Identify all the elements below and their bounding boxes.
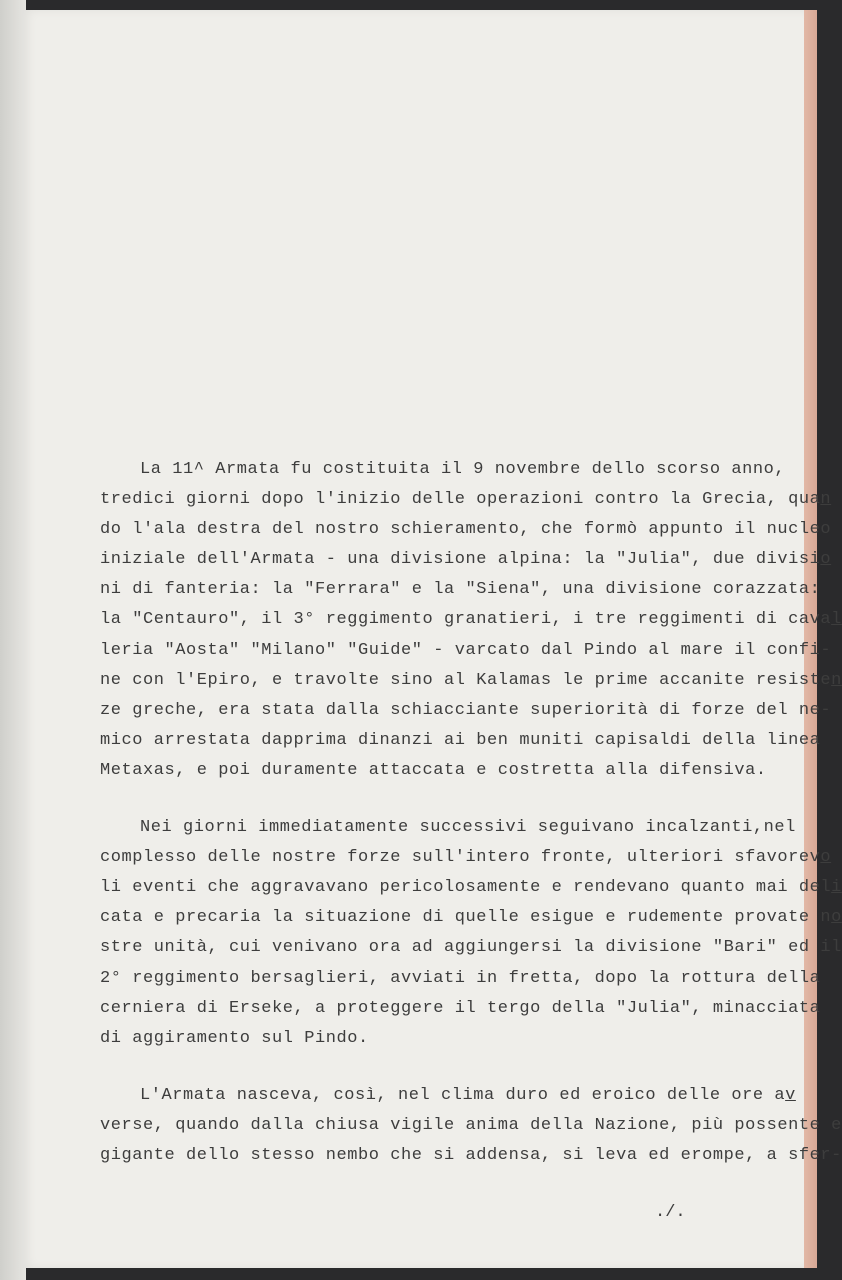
line-text: 2° reggimento bersaglieri, avviati in fretta, dopo la rottura della	[100, 968, 821, 988]
hyphenation-underlined-letter: l	[831, 610, 842, 630]
hyphenation-underlined-letter: n	[820, 490, 832, 510]
text-line	[100, 813, 842, 843]
text-line	[100, 843, 842, 873]
text-line	[100, 1141, 842, 1171]
typed-text-body	[100, 455, 842, 1198]
text-line	[100, 545, 842, 575]
text-line	[100, 726, 842, 756]
line-text: cata e precaria la situazione di quelle esigue e rudemente provate n	[100, 908, 832, 928]
hyphenation-underlined-letter: o	[820, 848, 832, 868]
text-line	[100, 903, 842, 933]
line-text: leria "Aosta" "Milano" "Guide" - varcato dal Pindo al mare il confi-	[100, 640, 832, 660]
line-text: gigante dello stesso nembo che si addensa, si leva ed erompe, a sfer-	[100, 1145, 842, 1165]
line-text: ni di fanteria: la "Ferrara" e la "Siena", una divisione corazzata:	[100, 580, 821, 600]
text-line	[100, 1081, 842, 1111]
paragraph	[100, 813, 842, 1054]
text-line	[100, 873, 842, 903]
line-text: Metaxas, e poi duramente attaccata e costretta alla difensiva.	[100, 760, 767, 780]
line-text: li eventi che aggravavano pericolosamente e rendevano quanto mai del	[100, 878, 832, 898]
line-text: mico arrestata dapprima dinanzi ai ben muniti capisaldi della linea	[100, 730, 821, 750]
hyphenation-underlined-letter: n	[831, 670, 842, 690]
line-text: do l'ala destra del nostro schieramento, che formò appunto il nucleo	[100, 520, 832, 540]
text-line	[100, 455, 842, 485]
text-line	[100, 485, 842, 515]
line-text: La 11^ Armata fu costituita il 9 novembre dello scorso anno,	[140, 460, 786, 479]
text-line	[100, 515, 842, 545]
hyphenation-underlined-letter: i	[831, 878, 842, 898]
text-line	[100, 964, 842, 994]
hyphenation-underlined-letter: o	[831, 908, 842, 928]
line-text: verse, quando dalla chiusa vigile anima della Nazione, più possente e	[100, 1115, 842, 1135]
text-line	[100, 575, 842, 605]
line-text: stre unità, cui venivano ora ad aggiungersi la divisione "Bari" ed il	[100, 938, 842, 958]
paragraph	[100, 455, 842, 786]
text-line	[100, 994, 842, 1024]
hyphenation-underlined-letter: o	[820, 550, 832, 570]
line-text: cerniera di Erseke, a proteggere il tergo della "Julia", minacciata	[100, 998, 821, 1018]
text-line	[100, 756, 842, 786]
text-line	[100, 1111, 842, 1141]
line-text: di aggiramento sul Pindo.	[100, 1028, 369, 1048]
hyphenation-underlined-letter: v	[785, 1085, 796, 1105]
line-text: ne con l'Epiro, e travolte sino al Kalamas le prime accanite resiste	[100, 670, 832, 690]
line-text: Nei giorni immediatamente successivi seguivano incalzanti,nel	[140, 818, 796, 838]
line-text: iniziale dell'Armata - una divisione alpina: la "Julia", due divisi	[100, 550, 821, 570]
line-text: ze greche, era stata dalla schiacciante superiorità di forze del ne-	[100, 700, 832, 720]
line-text: complesso delle nostre forze sull'intero fronte, ulteriori sfavorev	[100, 848, 821, 868]
line-text: la "Centauro", il 3° reggimento granatieri, i tre reggimenti di cava	[100, 610, 832, 630]
text-line	[100, 636, 842, 666]
text-line	[100, 696, 842, 726]
continuation-mark: ./.	[655, 1203, 686, 1222]
paragraph	[100, 1081, 842, 1171]
line-text: L'Armata nasceva, così, nel clima duro ed eroico delle ore a	[140, 1085, 786, 1105]
text-line	[100, 1024, 842, 1054]
line-text: tredici giorni dopo l'inizio delle operazioni contro la Grecia, qua	[100, 490, 821, 510]
text-line	[100, 933, 842, 963]
text-line	[100, 605, 842, 635]
text-line	[100, 666, 842, 696]
